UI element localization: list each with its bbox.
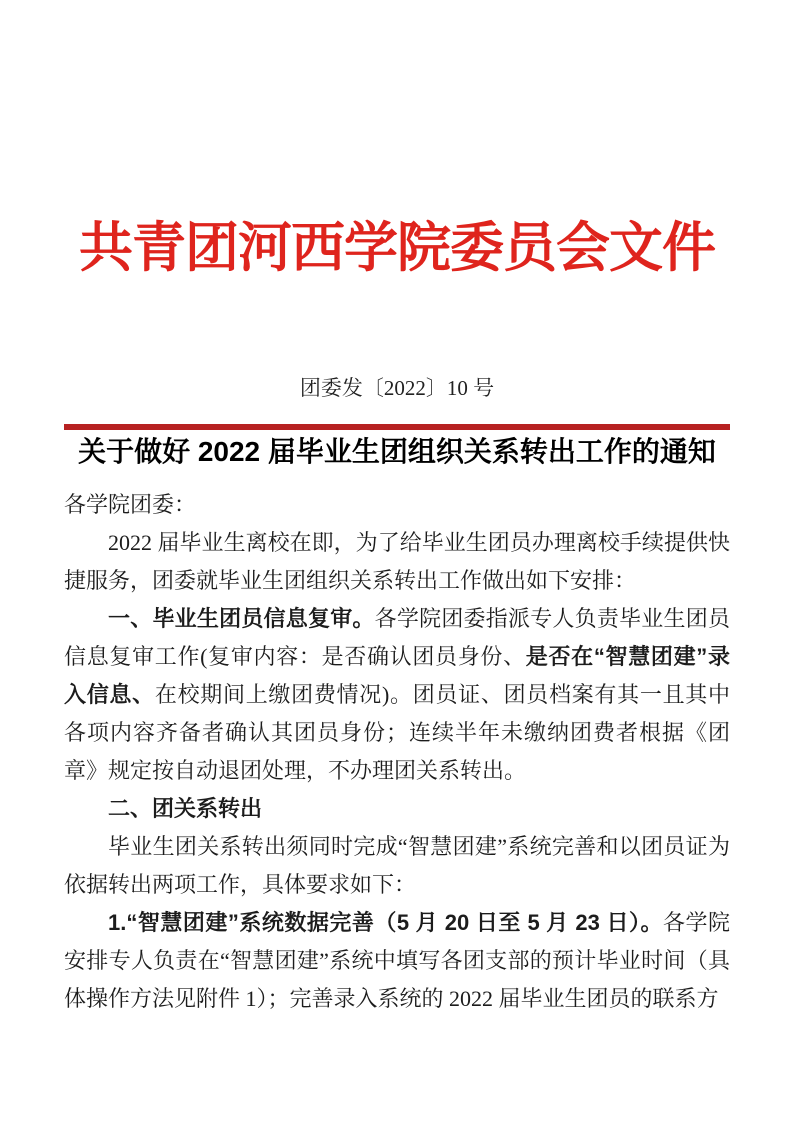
text-run: 2022 届毕业生离校在即，为了给毕业生团员办理离校手续提供快捷服务，团委就毕业生团组织关系转出工作做出如下安排： [64, 530, 730, 593]
document-body [64, 486, 730, 1018]
document-title: 关于做好 2022 届毕业生团组织关系转出工作的通知 [78, 436, 716, 467]
paragraph-intro [64, 524, 730, 600]
paragraph-section-2-heading [64, 790, 730, 828]
red-divider-line [64, 424, 730, 430]
text-run: 各学院安排专人负责在“智慧团建”系统中填写各团支部的预计毕业时间（具体操作方法见附件 1）；完善录入系统的 2022 届毕业生团员的联系方 [64, 910, 730, 1011]
text-run-bold: 是否在“智慧团建”录入信息、 [64, 644, 730, 707]
paragraph-section-1 [64, 600, 730, 790]
doc-number: 团委发〔2022〕10 号 [299, 376, 495, 400]
text-run: 毕业生团关系转出须同时完成“智慧团建”系统完善和以团员证为依据转出两项工作，具体要求如下： [64, 834, 730, 897]
text-run-bold: 1.“智慧团建”系统数据完善（5 月 20 日至 5 月 23 日）。 [108, 910, 663, 935]
text-run: 在校期间上缴团费情况)。团员证、团员档案有其一且其中各项内容齐备者确认其团员身份；连续半年未缴纳团费者根据《团章》规定按自动退团处理，不办理团关系转出。 [64, 682, 730, 783]
paragraph-item-1 [64, 904, 730, 1018]
text-run-bold: 二、团关系转出 [108, 796, 263, 821]
text-run: 各学院团委指派专人负责毕业生团员信息复审工作(复审内容：是否确认团员身份、 [64, 606, 730, 669]
text-run-bold: 一、毕业生团员信息复审。 [108, 606, 375, 631]
salutation: 各学院团委： [64, 492, 197, 517]
org-title: 共青团河西学院委员会文件 [79, 218, 715, 278]
paragraph-section-2-intro [64, 828, 730, 904]
